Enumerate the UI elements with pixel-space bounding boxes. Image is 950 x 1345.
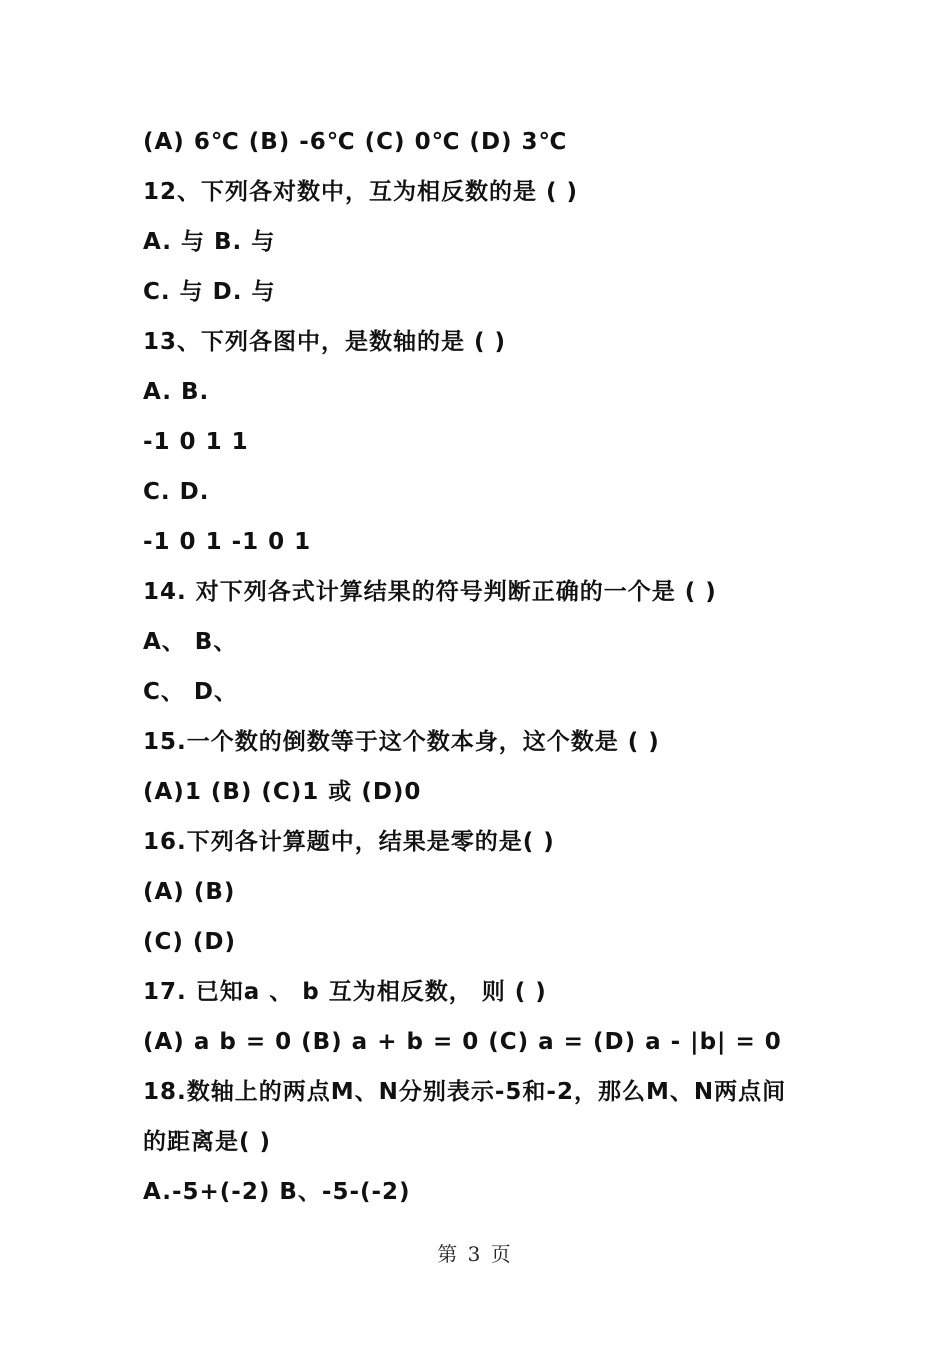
options-q15: (A)1 (B) (C)1 或 (D)0 — [143, 779, 422, 805]
number-line-labels-cd: -1 0 1 -1 0 1 — [143, 529, 312, 555]
options-q18-ab: A.-5+(-2) B、-5-(-2) — [143, 1179, 411, 1205]
options-q16-cd: (C) (D) — [143, 929, 237, 955]
question-16: 16.下列各计算题中，结果是零的是( ) — [143, 829, 555, 855]
question-18: 18.数轴上的两点M、N分别表示-5和-2，那么M、N两点间 — [143, 1079, 787, 1105]
question-14: 14. 对下列各式计算结果的符号判断正确的一个是 ( ) — [143, 579, 717, 605]
options-q13-ab: A. B. — [143, 379, 210, 405]
number-line-labels-ab: -1 0 1 1 — [143, 429, 249, 455]
question-18-continued: 的距离是( ) — [143, 1129, 272, 1155]
options-q12-cd: C. 与 D. 与 — [143, 279, 276, 305]
options-q14-ab: A、 B、 — [143, 629, 238, 655]
options-q17: (A) a b = 0 (B) a + b = 0 (C) a = (D) a - |b| = 0 — [143, 1029, 782, 1055]
question-12: 12、下列各对数中，互为相反数的是 ( ) — [143, 179, 579, 205]
options-q14-cd: C、 D、 — [143, 679, 238, 705]
page-number: 第 3 页 — [437, 1242, 513, 1266]
question-17: 17. 已知a 、 b 互为相反数， 则 ( ) — [143, 979, 547, 1005]
options-q13-cd: C. D. — [143, 479, 210, 505]
question-15: 15.一个数的倒数等于这个数本身，这个数是 ( ) — [143, 729, 660, 755]
options-q12-ab: A. 与 B. 与 — [143, 229, 276, 255]
options-q16-ab: (A) (B) — [143, 879, 236, 905]
question-13: 13、下列各图中，是数轴的是 ( ) — [143, 329, 507, 355]
options-q11: (A) 6℃ (B) -6℃ (C) 0℃ (D) 3℃ — [143, 129, 568, 155]
